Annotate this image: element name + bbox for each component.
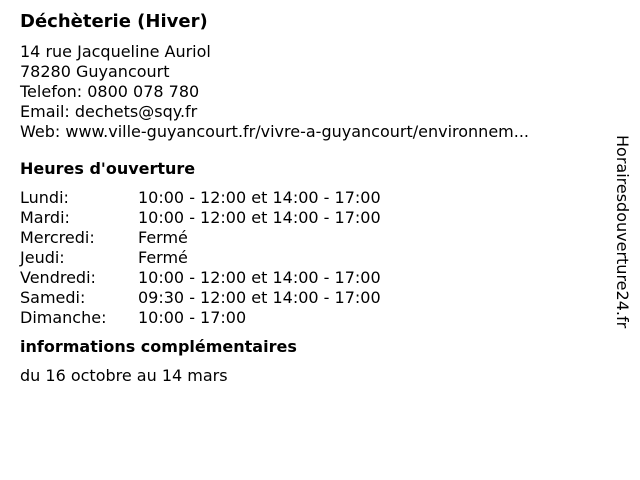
day-hours: 09:30 - 12:00 et 14:00 - 17:00 — [138, 288, 381, 307]
hours-row-thursday — [20, 248, 600, 268]
day-hours: 10:00 - 12:00 et 14:00 - 17:00 — [138, 188, 381, 207]
additional-info-heading: informations complémentaires — [20, 337, 297, 356]
opening-hours-table — [20, 188, 600, 328]
hours-row-sunday — [20, 308, 600, 328]
phone-line: Telefon: 0800 078 780 — [20, 82, 200, 101]
hours-row-wednesday — [20, 228, 600, 248]
day-hours: 10:00 - 17:00 — [138, 308, 247, 327]
day-label: Mercredi: — [20, 228, 95, 247]
day-label: Vendredi: — [20, 268, 96, 287]
business-card — [20, 8, 600, 386]
day-label: Jeudi: — [20, 248, 65, 267]
hours-row-friday — [20, 268, 600, 288]
web-line: Web: www.ville-guyancourt.fr/vivre-a-guyancourt/environnem... — [20, 122, 529, 141]
day-label: Mardi: — [20, 208, 70, 227]
day-hours: Fermé — [138, 248, 188, 267]
day-label: Lundi: — [20, 188, 69, 207]
day-label: Dimanche: — [20, 308, 107, 327]
site-watermark-label: Horairesdouverture24.fr — [613, 135, 632, 329]
day-label: Samedi: — [20, 288, 86, 307]
business-title: Déchèterie (Hiver) — [20, 11, 208, 32]
hours-row-monday — [20, 188, 600, 208]
hours-row-saturday — [20, 288, 600, 308]
address-street: 14 rue Jacqueline Auriol — [20, 42, 211, 61]
email-line: Email: dechets@sqy.fr — [20, 102, 198, 121]
opening-hours-heading: Heures d'ouverture — [20, 159, 196, 178]
additional-info-text: du 16 octobre au 14 mars — [20, 366, 228, 385]
day-hours: 10:00 - 12:00 et 14:00 - 17:00 — [138, 268, 381, 287]
day-hours: Fermé — [138, 228, 188, 247]
hours-row-tuesday — [20, 208, 600, 228]
day-hours: 10:00 - 12:00 et 14:00 - 17:00 — [138, 208, 381, 227]
address-city: 78280 Guyancourt — [20, 62, 170, 81]
